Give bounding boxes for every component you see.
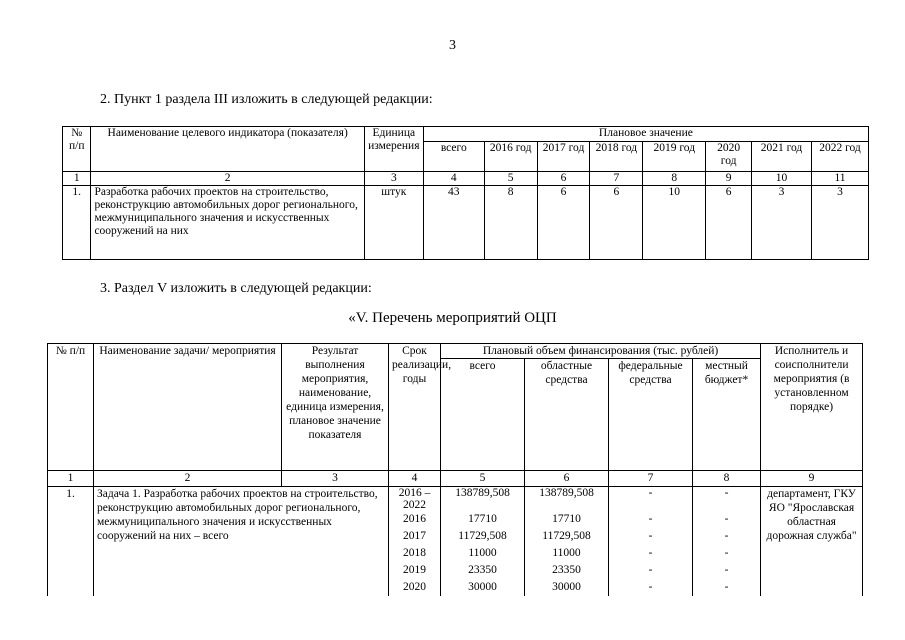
col-no-header: № п/п [48,344,94,471]
col-number: 2 [91,172,364,186]
year-header: 2016 год [484,142,537,172]
year-header: 2018 год [590,142,643,172]
col-unit-header: Единица измерения [364,127,423,172]
indicator-unit: штук [364,186,423,260]
year-value: 2020 [403,581,426,593]
col-number: 7 [609,471,693,487]
indicator-name: Разработка рабочих проектов на строительство, реконструкцию автомобильных дорог регионального, межмуниципального значения и искусственных сооружений на них [91,186,364,260]
page-number: 3 [449,38,456,53]
total-value: 17710 [468,513,497,525]
year-header: 2020 год [706,142,752,172]
year-value: 2019 [403,564,426,576]
local-value: - [724,547,729,559]
total-value: 30000 [468,581,497,593]
col-number: 9 [706,172,752,186]
col-number: 5 [441,471,525,487]
total-value: 23350 [468,564,497,576]
col-number: 3 [282,471,389,487]
federal-value: - [648,513,653,525]
col-number: 3 [364,172,423,186]
col-total-header: всего [441,359,525,471]
section-heading-2: 2. Пункт 1 раздела III изложить в следующей редакции: [100,92,433,107]
col-name-header: Наименование задачи/ мероприятия [94,344,282,471]
local-cell [693,487,761,597]
finance-header: Плановый объем финансирования (тыс. рублей) [441,344,761,359]
federal-value: - [648,487,653,499]
regional-value: 138789,508 [539,487,594,499]
federal-value: - [648,547,653,559]
indicator-value: 6 [537,186,590,260]
indicator-value: 6 [706,186,752,260]
col-number: 7 [590,172,643,186]
indicator-value: 10 [643,186,706,260]
col-executor-header: Исполнитель и соисполнители мероприятия (в установленном порядке) [761,344,863,471]
executor: департамент, ГКУ ЯО "Ярославская областная дорожная служба" [761,487,863,597]
section-heading-3: 3. Раздел V изложить в следующей редакции: [100,281,372,296]
col-number: 2 [94,471,282,487]
col-number: 1 [63,172,91,186]
local-value: - [724,487,729,499]
col-number: 11 [811,172,868,186]
col-number: 6 [525,471,609,487]
row-number: 1. [48,487,94,597]
total-value: 138789,508 [455,487,510,499]
section-title: «V. Перечень мероприятий ОЦП [348,310,557,326]
col-number: 8 [693,471,761,487]
indicator-value: 8 [484,186,537,260]
indicator-value: 3 [811,186,868,260]
col-number: 8 [643,172,706,186]
col-term-header: Срок реализации, годы [389,344,441,471]
years-cell [389,487,441,597]
year-value: 2016 [403,513,426,525]
local-value: - [724,513,729,525]
task-name: Задача 1. Разработка рабочих проектов на строительство, реконструкцию автомобильных дорог регионального, межмуниципального значения и искусственных сооружений на них – всего [94,487,389,597]
col-regional-header: областные средства [525,359,609,471]
col-number: 4 [389,471,441,487]
indicator-value: 3 [752,186,812,260]
year-value: 2016 – 2022 [398,487,431,511]
col-result-header: Результат выполнения мероприятия, наименование, единица измерения, плановое значение показателя [282,344,389,471]
regional-value: 11729,508 [542,530,591,542]
col-number: 10 [752,172,812,186]
year-header: 2021 год [752,142,812,172]
col-total-header: всего [423,142,484,172]
total-value: 11000 [468,547,497,559]
col-number: 6 [537,172,590,186]
row-number: 1. [63,186,91,260]
regional-value: 17710 [552,513,581,525]
year-value: 2017 [403,530,426,542]
federal-value: - [648,564,653,576]
federal-value: - [648,530,653,542]
indicator-value: 6 [590,186,643,260]
local-value: - [724,564,729,576]
col-number: 9 [761,471,863,487]
target-indicators-table [62,126,869,260]
totals-cell [441,487,525,597]
local-value: - [724,530,729,542]
regional-cell [525,487,609,597]
regional-value: 11000 [552,547,581,559]
federal-cell [609,487,693,597]
col-number: 1 [48,471,94,487]
total-value: 11729,508 [458,530,507,542]
col-name-header: Наименование целевого индикатора (показателя) [91,127,364,172]
year-header: 2022 год [811,142,868,172]
col-federal-header: федеральные средства [609,359,693,471]
planned-value-header: Плановое значение [423,127,868,142]
regional-value: 30000 [552,581,581,593]
activities-table [47,343,863,596]
col-number: 4 [423,172,484,186]
regional-value: 23350 [552,564,581,576]
col-no-header: № п/п [63,127,91,172]
local-value: - [724,581,729,593]
year-value: 2018 [403,547,426,559]
federal-value: - [648,581,653,593]
year-header: 2019 год [643,142,706,172]
col-local-header: местный бюджет* [693,359,761,471]
indicator-total: 43 [423,186,484,260]
year-header: 2017 год [537,142,590,172]
col-number: 5 [484,172,537,186]
